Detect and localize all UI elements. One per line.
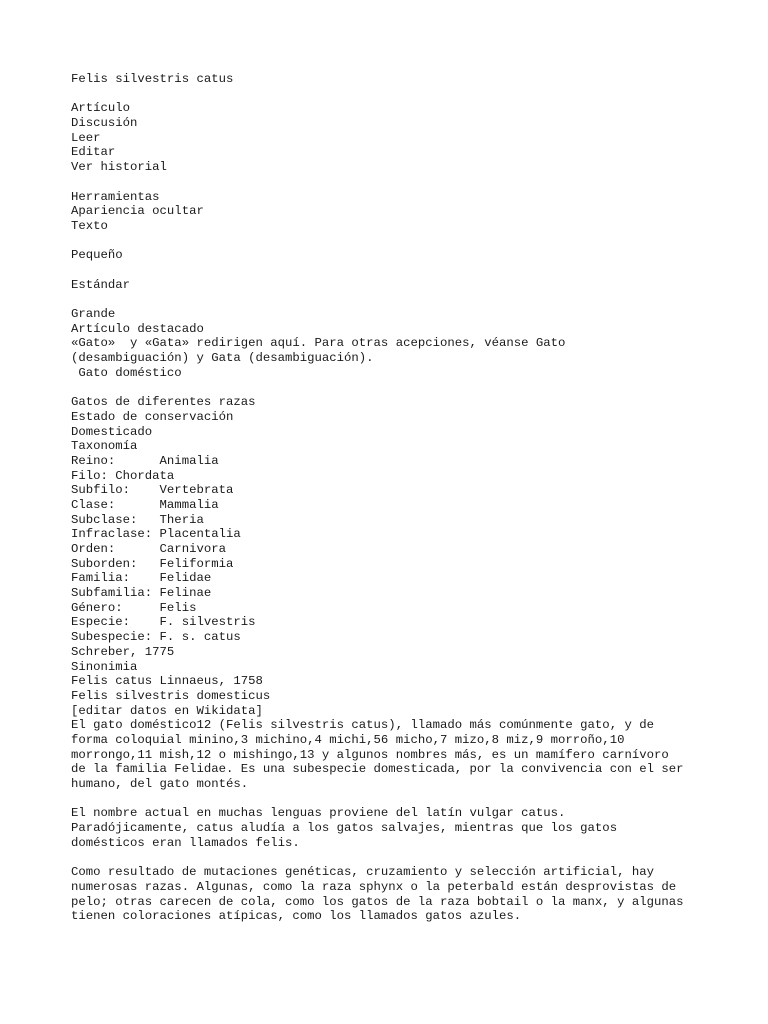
text-line: Pequeño (71, 248, 123, 263)
text-line: Artículo destacado (71, 321, 204, 336)
text-line: numerosas razas. Algunas, como la raza sphynx o la peterbald están desprovistas de (71, 879, 677, 894)
text-line: Como resultado de mutaciones genéticas, cruzamiento y selección artificial, hay (71, 865, 654, 880)
text-line: Reino: Animalia (71, 453, 219, 468)
text-line: Taxonomía (71, 439, 138, 454)
text-line: morrongo,11 mish,12 o mishingo,13 y algunos nombres más, es un mamífero carnívoro (71, 747, 669, 762)
text-line: Familia: Felidae (71, 571, 212, 586)
text-line: Felis silvestris catus (71, 72, 234, 86)
text-line: Herramientas (71, 189, 160, 204)
text-line (71, 292, 731, 307)
text-line: [editar datos en Wikidata] (71, 703, 263, 718)
text-line: Sinonimia (71, 659, 138, 674)
text-line: Leer (71, 130, 101, 145)
text-line: Estándar (71, 277, 131, 292)
text-line: Filo: Chordata (71, 468, 175, 483)
text-line: Domesticado (71, 424, 153, 439)
text-line: forma coloquial minino,3 michino,4 michi,56 micho,7 mizo,8 miz,9 morroño,10 (71, 732, 625, 747)
text-line (71, 380, 731, 395)
text-line: Felis catus Linnaeus, 1758 (71, 674, 263, 689)
text-line: Suborden: Feliformia (71, 556, 234, 571)
text-line: Género: Felis (71, 600, 197, 615)
text-line (71, 792, 731, 807)
text-line (71, 263, 731, 278)
text-line: Gatos de diferentes razas (71, 395, 256, 410)
text-line: Apariencia ocultar (71, 204, 204, 219)
text-line: Subclase: Theria (71, 512, 204, 527)
text-line: Editar (71, 145, 116, 160)
text-line: Subespecie: F. s. catus (71, 630, 241, 645)
text-line: Paradójicamente, catus aludía a los gatos salvajes, mientras que los gatos (71, 821, 618, 836)
text-line: Grande (71, 307, 116, 321)
text-line: humano, del gato montés. (71, 777, 249, 791)
text-line: Felis silvestris domesticus (71, 688, 271, 703)
document-text (71, 72, 731, 924)
text-line: Orden: Carnivora (71, 542, 226, 556)
text-line: Subfamilia: Felinae (71, 586, 212, 601)
text-line (71, 175, 731, 190)
text-line: Subfilo: Vertebrata (71, 483, 234, 498)
text-line: tienen coloraciones atípicas, como los llamados gatos azules. (71, 909, 522, 924)
text-line: domésticos eran llamados felis. (71, 835, 300, 850)
text-line: Estado de conservación (71, 409, 234, 424)
text-line (71, 87, 731, 102)
text-line: Schreber, 1775 (71, 644, 175, 659)
text-line: El gato doméstico12 (Felis silvestris catus), llamado más comúnmente gato, y de (71, 718, 654, 733)
text-line: pelo; otras carecen de cola, como los gatos de la raza bobtail o la manx, y algunas (71, 894, 684, 909)
text-line: «Gato» y «Gata» redirigen aquí. Para otras acepciones, véanse Gato (71, 336, 566, 351)
text-line: Clase: Mammalia (71, 497, 219, 512)
text-line: Texto (71, 218, 108, 233)
text-line: Ver historial (71, 160, 167, 175)
text-line: Discusión (71, 116, 138, 131)
text-line: (desambiguación) y Gata (desambiguación). (71, 351, 374, 366)
text-line: Gato doméstico (71, 365, 182, 380)
text-line (71, 234, 731, 249)
text-line: Especie: F. silvestris (71, 615, 256, 630)
text-line: Infraclase: Placentalia (71, 527, 241, 542)
text-line: Artículo (71, 101, 131, 116)
text-line (71, 850, 731, 865)
text-line: de la familia Felidae. Es una subespecie domesticada, por la convivencia con el ser (71, 762, 684, 777)
text-line: El nombre actual en muchas lenguas proviene del latín vulgar catus. (71, 806, 566, 821)
